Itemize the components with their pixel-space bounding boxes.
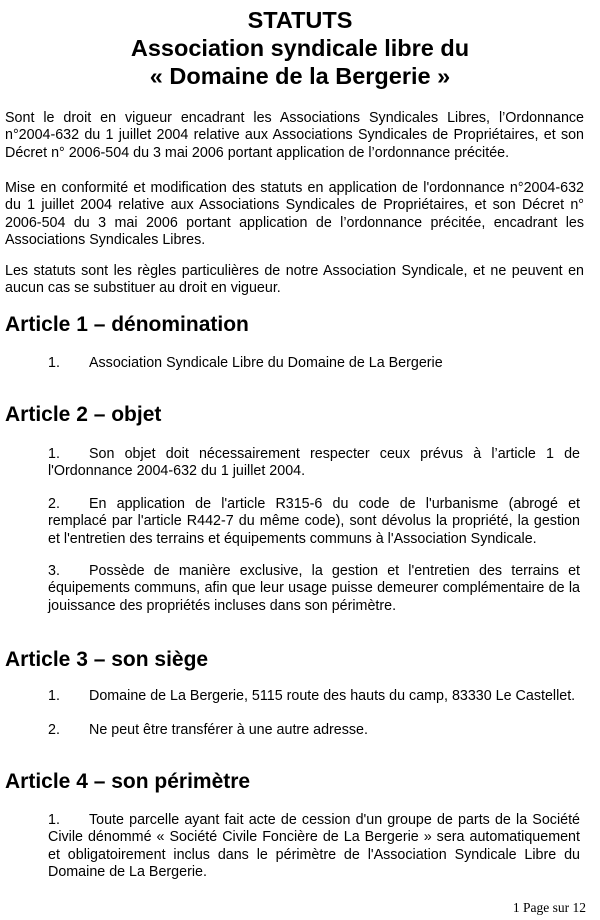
page-number: 1 Page sur 12 — [512, 900, 586, 915]
item-text: Domaine de La Bergerie, 5115 route des hauts du camp, 83330 Le Castellet. — [89, 688, 576, 704]
item-number: 3. — [48, 563, 60, 579]
item-number: 2. — [48, 496, 60, 512]
item-text: Possède de manière exclusive, la gestion et l'entretien des terrains et équipements communs, afin que leur usage puisse demeurer complémentaire de la jouissance des propriétés incluses dans son périmètre. — [48, 563, 580, 614]
article-2-item-2 — [48, 496, 580, 548]
title-line-2: Association syndicale libre du — [130, 35, 470, 61]
item-number: 1. — [48, 355, 60, 371]
item-number: 1. — [48, 446, 60, 462]
intro-paragraph-1: Sont le droit en vigueur encadrant les Associations Syndicales Libres, l’Ordonnance n°2004-632 du 1 juillet 2004 relative aux Associations Syndicales de Propriétaires, et son Décret n° 2006-504 du 3 mai 2006 portant application de l’ordonnance précitée. — [5, 110, 584, 161]
article-1-item-1 — [48, 355, 580, 372]
item-number: 1. — [48, 812, 60, 828]
item-number: 2. — [48, 722, 60, 738]
article-4-item-1 — [48, 812, 580, 882]
article-4-heading: Article 4 – son périmètre — [5, 770, 251, 793]
item-number: 1. — [48, 688, 60, 704]
article-3-item-2 — [48, 722, 580, 739]
item-text: En application de l'article R315-6 du code de l'urbanisme (abrogé et remplacé par l'article R442-7 du même code), sont dévolus la propriété, la gestion et l'entretien des terrains et équipements communs à l'Association Syndicale. — [48, 496, 580, 547]
document-title — [0, 6, 600, 90]
title-line-1: STATUTS — [247, 7, 353, 33]
item-text: Ne peut être transférer à une autre adresse. — [89, 722, 368, 738]
item-text: Association Syndicale Libre du Domaine de La Bergerie — [89, 355, 443, 371]
item-text: Son objet doit nécessairement respecter ceux prévus à l’article 1 de l'Ordonnance 2004-632 du 1 juillet 2004. — [48, 446, 580, 480]
item-text: Toute parcelle ayant fait acte de cession d'un groupe de parts de la Société Civile dénommé « Société Civile Foncière de La Bergerie » sera automatiquement et obligatoirement inclus dans le périmètre de l'Association Syndicale Libre du Domaine de La Bergerie. — [48, 812, 580, 881]
article-2-heading: Article 2 – objet — [5, 403, 162, 426]
article-3-item-1 — [48, 688, 580, 705]
intro-paragraph-2: Mise en conformité et modification des statuts en application de l'ordonnance n°2004-632 du 1 juillet 2004 relative aux Associations Syndicales de Propriétaires, et son Décret n° 2006-504 du 3 mai 2006 portant application de l’ordonnance précitée, encadrant les Associations Syndicales Libres. — [5, 180, 584, 249]
article-2-item-3 — [48, 563, 580, 615]
title-line-3: « Domaine de la Bergerie » — [149, 63, 451, 89]
article-2-item-1 — [48, 446, 580, 481]
intro-paragraph-3: Les statuts sont les règles particulières de notre Association Syndicale, et ne peuvent en aucun cas se substituer au droit en vigueur. — [5, 263, 584, 297]
article-1-heading: Article 1 – dénomination — [5, 313, 249, 336]
article-3-heading: Article 3 – son siège — [5, 648, 209, 671]
